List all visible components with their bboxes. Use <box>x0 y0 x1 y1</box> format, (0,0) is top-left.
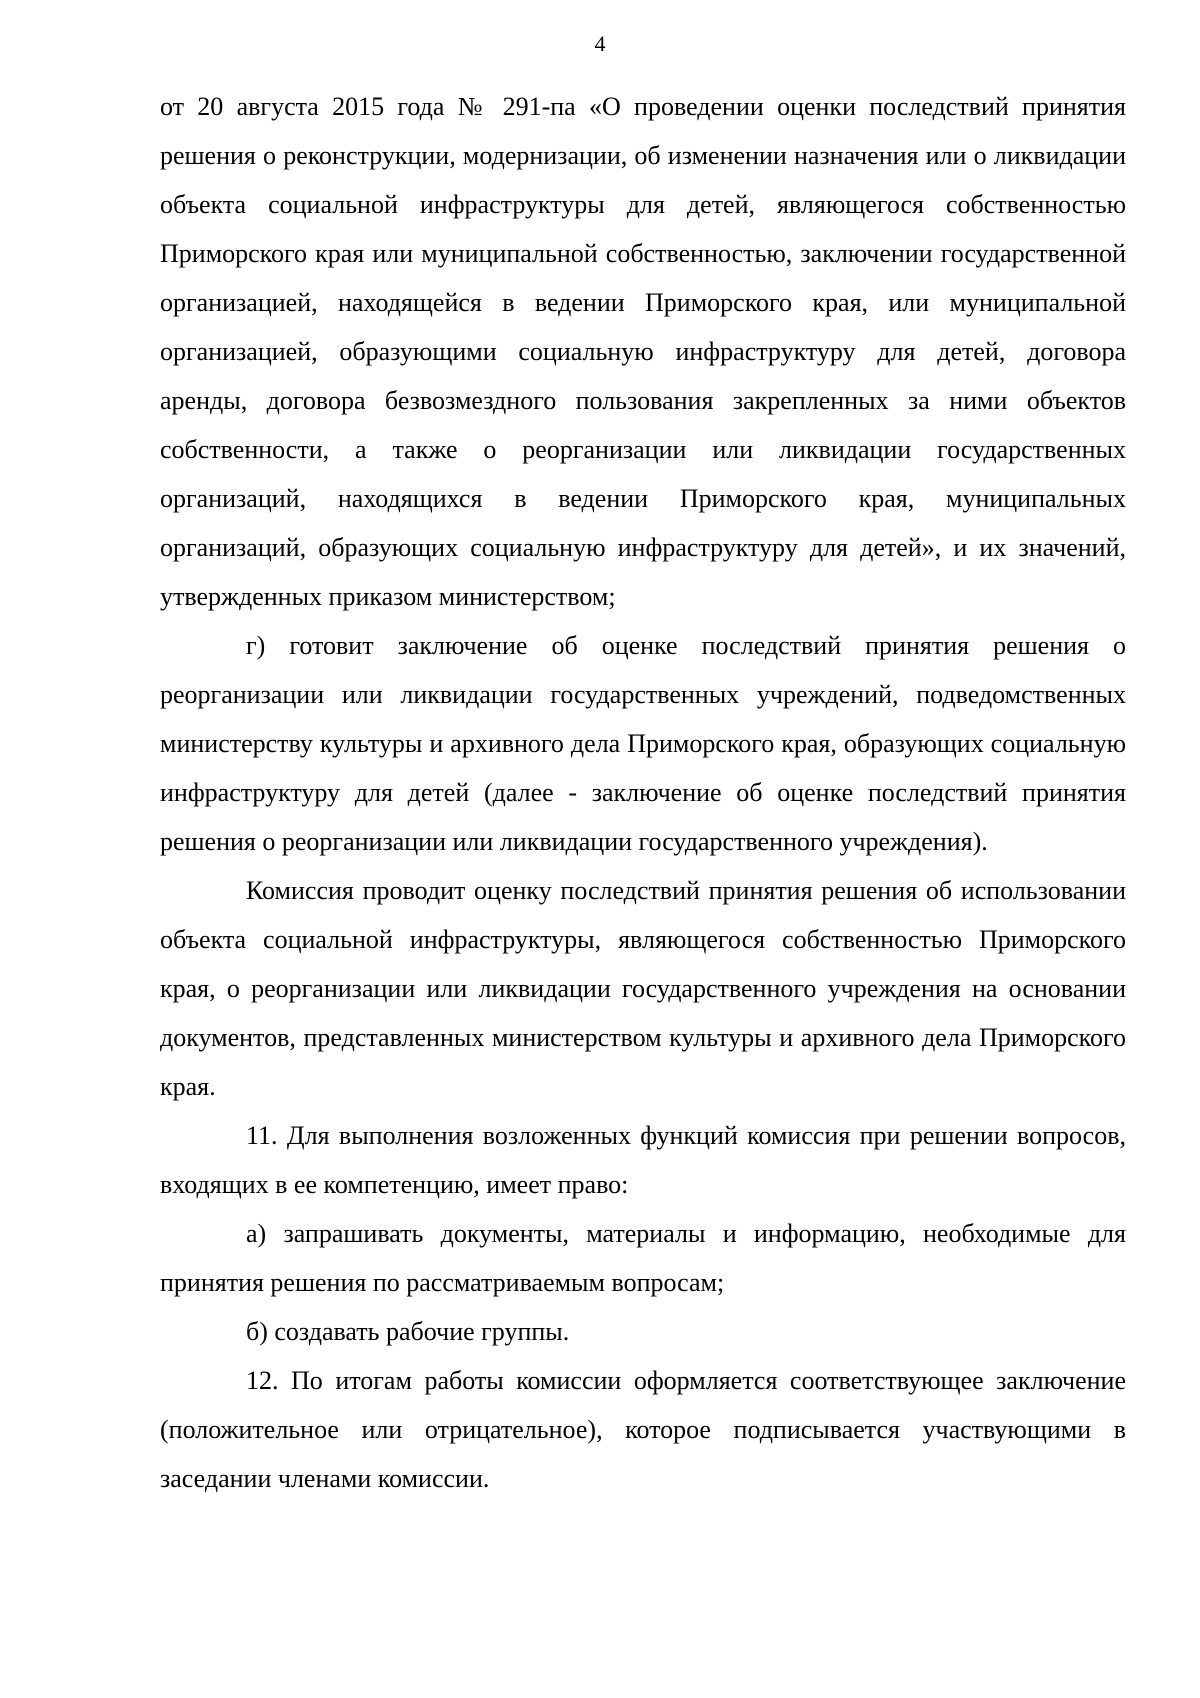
document-body <box>160 82 1126 1503</box>
paragraph-continuation: от 20 августа 2015 года № 291-па «О проведении оценки последствий принятия решения о реконструкции, модернизации, об изменении назначения или о ликвидации объекта социальной инфраструктуры для детей, являющегося собственностью Приморского края или муниципальной собственностью, заключении государственной организацией, находящейся в ведении Приморского края, или муниципальной организацией, образующими социальную инфраструктуру для детей, договора аренды, договора безвозмездного пользования закрепленных за ними объектов собственности, а также о реорганизации или ликвидации государственных организаций, находящихся в ведении Приморского края, муниципальных организаций, образующих социальную инфраструктуру для детей», и их значений, утвержденных приказом министерством; <box>160 92 1126 611</box>
paragraph-item-b: б) создавать рабочие группы. <box>246 1317 570 1346</box>
paragraph-section-11: 11. Для выполнения возложенных функций комиссия при решении вопросов, входящих в ее компетенцию, имеет право: <box>160 1121 1126 1199</box>
paragraph-section-12: 12. По итогам работы комиссии оформляется соответствующее заключение (положительное или отрицательное), которое подписывается участвующими в заседании членами комиссии. <box>160 1366 1126 1493</box>
paragraph-commission-assessment: Комиссия проводит оценку последствий принятия решения об использовании объекта социальной инфраструктуры, являющегося собственностью Приморского края, о реорганизации или ликвидации государственного учреждения на основании документов, представленных министерством культуры и архивного дела Приморского края. <box>160 876 1126 1101</box>
paragraph-item-a: а) запрашивать документы, материалы и информацию, необходимые для принятия решения по рассматриваемым вопросам; <box>160 1219 1126 1297</box>
paragraph-item-g: г) готовит заключение об оценке последствий принятия решения о реорганизации или ликвидации государственных учреждений, подведомственных министерству культуры и архивного дела Приморского края, образующих социальную инфраструктуру для детей (далее - заключение об оценке последствий принятия решения о реорганизации или ликвидации государственного учреждения). <box>160 631 1126 856</box>
page-number: 4 <box>594 31 606 56</box>
